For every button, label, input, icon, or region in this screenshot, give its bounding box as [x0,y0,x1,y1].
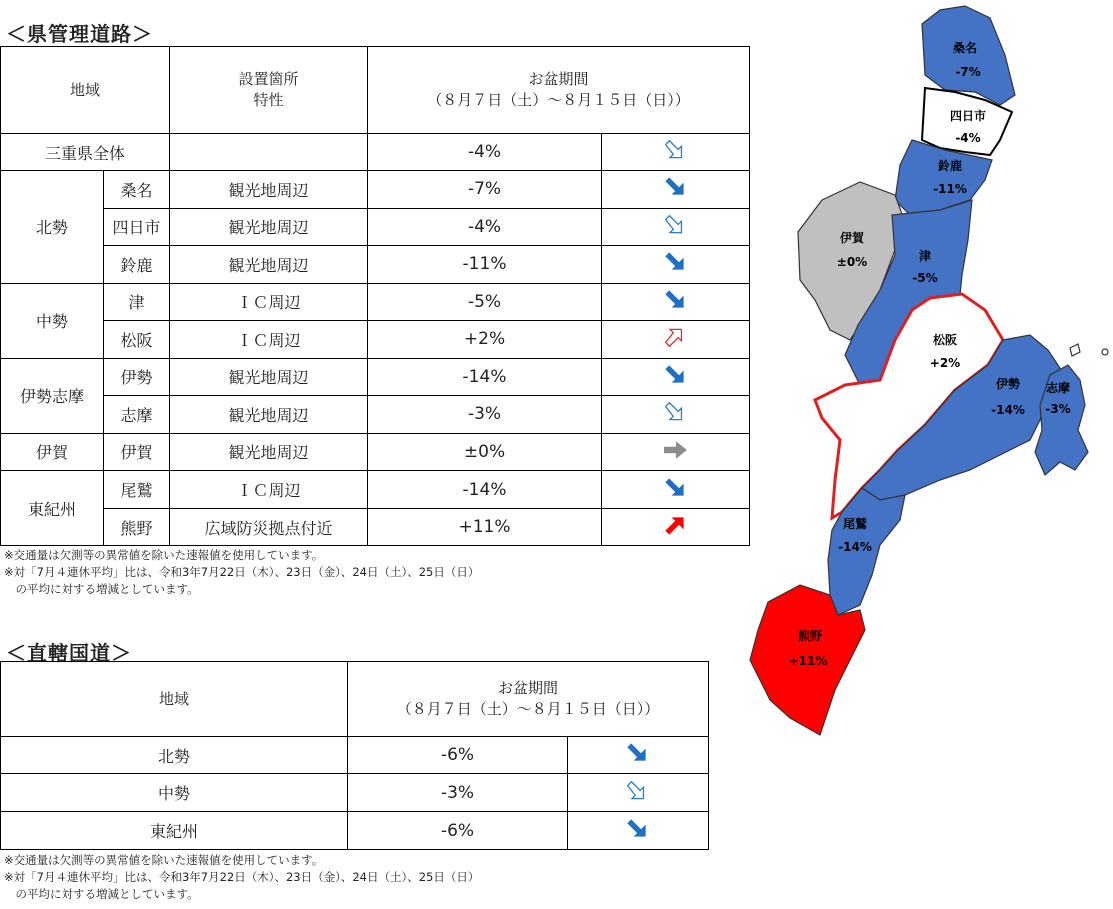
type-cell: 観光地周辺 [170,433,368,471]
arrow-down-outline-icon [661,213,691,241]
region-cell: 中勢 [1,283,104,358]
note-line: の平均に対する増減としています。 [4,887,199,901]
trend-cell [568,774,709,812]
region-cell: 中勢 [1,774,348,812]
type-cell: 観光地周辺 [170,208,368,246]
note-line: ※交通量は欠測等の異常値を除いた速報値を使用しています。 [4,853,324,867]
arrow-down-icon [661,288,691,316]
value-cell: -6% [348,812,568,850]
pref-roads-table [0,46,750,546]
table-row [1,737,709,774]
type-cell: 観光地周辺 [170,246,368,284]
region-cell: 北勢 [1,737,348,774]
type-cell: ＩＣ周辺 [170,321,368,359]
table-row [1,171,750,209]
table-row [1,509,750,546]
map-label-matsusaka-name: 松阪 [932,333,958,347]
table-row [1,358,750,396]
arrow-down-outline-icon [661,400,691,428]
arrow-down-icon [661,476,691,504]
type-cell: 観光地周辺 [170,171,368,209]
pref-header-period [368,47,750,134]
value-cell: -6% [348,737,568,774]
map-label-tsu-value: -5% [912,271,938,285]
trend-cell [602,321,750,359]
area-cell: 四日市 [104,208,170,246]
region-cell: 伊勢志摩 [1,358,104,433]
trend-cell [602,471,750,509]
map-label-iga-name: 伊賀 [839,231,865,245]
arrow-down-outline-icon [661,138,691,166]
arrow-down-icon [623,817,653,845]
map-label-owase-name: 尾鷲 [842,517,868,531]
value-cell: -3% [348,774,568,812]
trend-cell [602,433,750,471]
note-line: ※交通量は欠測等の異常値を除いた速報値を使用しています。 [4,548,324,562]
map-label-kuwana-value: -7% [955,65,981,79]
total-trend [602,134,750,171]
value-cell: -11% [368,246,602,284]
trend-cell [568,737,709,774]
map-label-matsusaka-value: +2% [929,356,961,370]
map-label-kumano-name: 熊野 [797,629,823,643]
map-label-shima-value: -3% [1045,402,1071,416]
table-row [1,812,709,850]
arrow-up-icon [661,513,691,541]
map-label-iga-value: ±0% [836,255,868,269]
trend-cell [602,283,750,321]
map-label-shima-name: 志摩 [1045,381,1071,395]
map-label-ise-value: -14% [991,403,1025,417]
island-marker [1070,344,1080,356]
national-header-period-l1: お盆期間 [498,679,559,697]
type-cell: 広域防災拠点付近 [170,509,368,546]
value-cell: +11% [368,509,602,546]
map-label-suzuka-name: 鈴鹿 [937,159,963,173]
mie-region-map [740,0,1113,740]
trend-cell [602,246,750,284]
pref-header-place [170,47,368,134]
trend-cell [568,812,709,850]
region-cell: 東紀州 [1,471,104,546]
map-label-kumano-value: +11% [788,654,828,668]
trend-cell [602,358,750,396]
area-cell: 志摩 [104,396,170,434]
region-cell: 伊賀 [1,433,104,471]
area-cell: 桑名 [104,171,170,209]
map-label-kuwana-name: 桑名 [952,41,978,55]
table-row [1,208,750,246]
area-cell: 伊賀 [104,433,170,471]
map-label-tsu-name: 津 [918,249,932,263]
note-line: ※対「7月４連休平均」比は、令和3年7月22日（木）、23日（金）、24日（土）、25日（日） [4,870,480,884]
map-label-ise-name: 伊勢 [995,377,1021,391]
value-cell: -5% [368,283,602,321]
table-row [1,396,750,434]
table-row [1,471,750,509]
note-line: の平均に対する増減としています。 [4,582,199,596]
value-cell: -14% [368,471,602,509]
table-row [1,283,750,321]
pref-header-place-l2: 特性 [253,91,284,109]
note-line: ※対「7月４連休平均」比は、令和3年7月22日（木）、23日（金）、24日（土）、25日（日） [4,565,480,579]
map-label-owase-value: -14% [838,540,872,554]
pref-header-period-l1: お盆期間 [528,70,589,88]
map-label-yokkaichi-name: 四日市 [949,109,987,123]
trend-cell [602,396,750,434]
arrow-down-outline-icon [623,779,653,807]
pref-notes [4,547,479,598]
national-roads-title: ＜直轄国道＞ [6,641,132,665]
map-label-yokkaichi-value: -4% [955,131,981,145]
area-cell: 鈴鹿 [104,246,170,284]
arrow-down-icon [623,741,653,769]
value-cell: -14% [368,358,602,396]
type-cell: ＩＣ周辺 [170,283,368,321]
trend-cell [602,171,750,209]
total-place [170,134,368,171]
table-row [1,774,709,812]
type-cell: ＩＣ周辺 [170,471,368,509]
national-notes [4,852,479,903]
total-value: -4% [368,134,602,171]
area-cell: 尾鷲 [104,471,170,509]
table-row [1,134,750,171]
area-cell: 津 [104,283,170,321]
value-cell: -3% [368,396,602,434]
table-row [1,246,750,284]
value-cell: -4% [368,208,602,246]
national-header-region: 地域 [1,662,348,737]
pref-header-period-l2: （８月７日（土）～８月１５日（日）） [427,91,690,109]
map-label-suzuka-value: -11% [933,182,967,196]
value-cell: +2% [368,321,602,359]
area-cell: 松阪 [104,321,170,359]
pref-header-place-l1: 設置箇所 [238,70,299,88]
national-header-period-l2: （８月７日（土）～８月１５日（日）） [396,700,660,718]
value-cell: -7% [368,171,602,209]
area-cell: 伊勢 [104,358,170,396]
trend-cell [602,509,750,546]
table-row [1,433,750,471]
arrow-down-icon [661,363,691,391]
type-cell: 観光地周辺 [170,396,368,434]
island-marker [1102,349,1108,355]
arrow-down-icon [661,175,691,203]
region-cell: 東紀州 [1,812,348,850]
arrow-right-icon [661,438,691,466]
arrow-up-outline-icon [661,325,691,353]
region-cell: 北勢 [1,171,104,284]
pref-roads-title: ＜県管理道路＞ [6,22,153,46]
area-cell: 熊野 [104,509,170,546]
national-header-period [348,662,709,737]
value-cell: ±0% [368,433,602,471]
pref-header-region: 地域 [1,47,170,134]
total-label: 三重県全体 [1,134,170,171]
national-roads-table [0,661,709,850]
type-cell: 観光地周辺 [170,358,368,396]
arrow-down-icon [661,250,691,278]
table-row [1,321,750,359]
trend-cell [602,208,750,246]
